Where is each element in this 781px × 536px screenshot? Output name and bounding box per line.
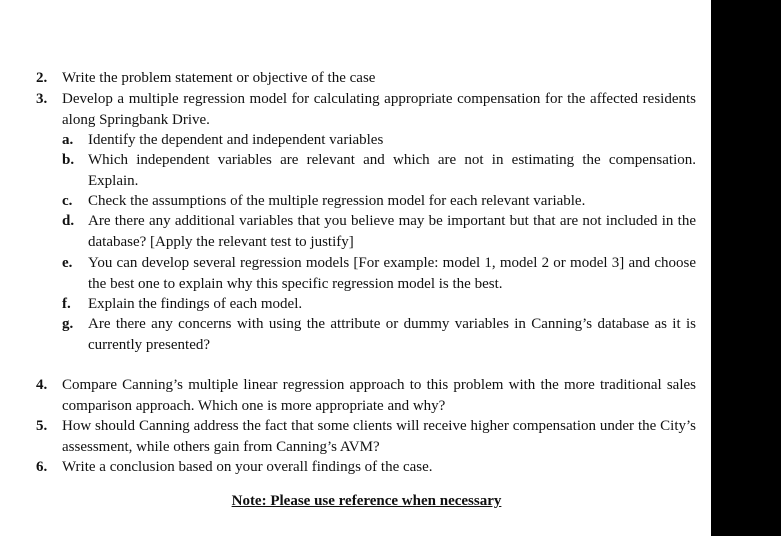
question-text: Develop a multiple regression model for calculating appropriate compensation for the affected residents along Springbank Drive.	[62, 91, 696, 128]
question-2	[36, 68, 696, 89]
subquestion-letter: g.	[62, 316, 74, 332]
subquestion-e	[62, 253, 696, 294]
subquestion-text: Which independent variables are relevant and which are not in estimating the compensation. Explain.	[88, 152, 696, 189]
question-6	[36, 457, 696, 478]
subquestion-a	[62, 130, 696, 151]
subquestion-text: Explain the findings of each model.	[88, 296, 303, 312]
subquestion-text: Identify the dependent and independent variables	[88, 132, 384, 148]
question-text: How should Canning address the fact that some clients will receive higher compensation under the City’s assessment, while others gain from Canning’s AVM?	[62, 418, 696, 455]
subquestion-letter: e.	[62, 255, 73, 271]
subquestion-letter: a.	[62, 132, 74, 148]
black-side-bar	[711, 0, 781, 536]
question-number: 4.	[36, 377, 48, 393]
subquestion-text: Check the assumptions of the multiple regression model for each relevant variable.	[88, 193, 586, 209]
subquestion-text: Are there any concerns with using the attribute or dummy variables in Canning’s database as it is currently presented?	[88, 316, 696, 353]
question-number: 3.	[36, 91, 48, 107]
question-text: Compare Canning’s multiple linear regression approach to this problem with the more traditional sales comparison approach. Which one is more appropriate and why?	[62, 377, 696, 414]
subquestion-d	[62, 211, 696, 252]
subquestion-text: You can develop several regression models [For example: model 1, model 2 or model 3] and choose the best one to explain why this specific regression model is the best.	[88, 255, 696, 292]
subquestion-c	[62, 191, 696, 212]
question-5	[36, 416, 696, 457]
question-number: 2.	[36, 70, 48, 86]
subquestion-letter: c.	[62, 193, 73, 209]
question-text: Write the problem statement or objective of the case	[62, 70, 376, 86]
question-3	[36, 89, 696, 130]
subquestion-text: Are there any additional variables that you believe may be important but that are not included in the database? [Apply the relevant test to justify]	[88, 213, 696, 250]
subquestion-letter: f.	[62, 296, 71, 312]
question-number: 5.	[36, 418, 48, 434]
subquestion-g	[62, 314, 696, 355]
question-4	[36, 375, 696, 416]
subquestion-letter: b.	[62, 152, 75, 168]
question-text: Write a conclusion based on your overall findings of the case.	[62, 459, 433, 475]
question-number: 6.	[36, 459, 48, 475]
subquestion-letter: d.	[62, 213, 75, 229]
reference-note: Note: Please use reference when necessary	[231, 493, 502, 509]
subquestion-b	[62, 150, 696, 191]
subquestion-f	[62, 294, 696, 315]
